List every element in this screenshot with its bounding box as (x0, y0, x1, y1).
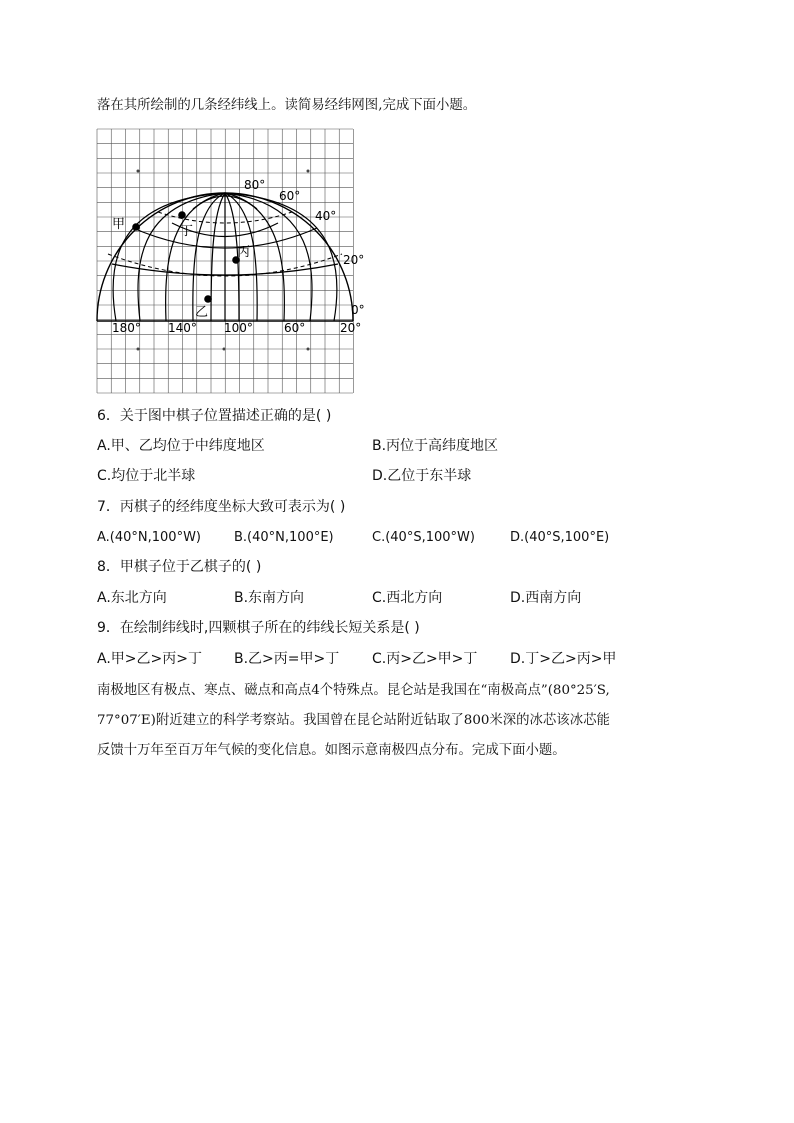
lon-label-100: 100° (224, 321, 253, 335)
lat-label-80: 80° (244, 178, 266, 192)
question-6-stem: 6．关于图中棋子位置描述正确的是( ) (97, 408, 332, 424)
lat-lon-grid-svg (96, 128, 365, 394)
meridians (113, 193, 337, 321)
q7-option-b[interactable]: B.(40°N,100°E) (234, 530, 334, 545)
lat-label-20: 20° (343, 253, 365, 267)
q9-option-d[interactable]: D.丁>乙>丙>甲 (510, 651, 617, 667)
piece-yi (204, 295, 212, 303)
piece-jia (132, 223, 140, 231)
meridian-100 (211, 193, 225, 321)
piece-label-ding: 丁 (180, 224, 194, 239)
lat-label-0: 0° (351, 303, 365, 317)
lon-label-20: 20° (340, 321, 362, 335)
q8-option-c[interactable]: C.西北方向 (372, 590, 443, 606)
q9-option-a[interactable]: A.甲>乙>丙>丁 (97, 651, 202, 667)
question-7-stem: 7．丙棋子的经纬度坐标大致可表示为( ) (97, 499, 346, 515)
piece-label-jia: 甲 (112, 217, 126, 232)
question-9-stem: 9．在绘制纬线时,四颗棋子所在的纬线长短关系是( ) (97, 620, 420, 636)
passage-line-1: 南极地区有极点、寒点、磁点和高点4个特殊点。昆仑站是我国在“南极高点”(80°25′S, (97, 683, 610, 698)
piece-label-yi: 乙 (195, 305, 209, 320)
q9-option-c[interactable]: C.丙>乙>甲>丁 (372, 651, 478, 667)
q7-option-d[interactable]: D.(40°S,100°E) (510, 530, 610, 545)
passage-line-3: 反馈十万年至百万年气候的变化信息。如图示意南极四点分布。完成下面小题。 (97, 743, 566, 758)
passage-line-2: 77°07′E)附近建立的科学考察站。我国曾在昆仑站附近钻取了800米深的冰芯该冰芯能 (97, 713, 610, 728)
lon-label-180: 180° (112, 321, 141, 335)
q9-option-b[interactable]: B.乙>丙=甲>丁 (234, 651, 340, 667)
q6-option-a[interactable]: A.甲、乙均位于中纬度地区 (97, 438, 265, 454)
q8-option-b[interactable]: B.东南方向 (234, 590, 305, 606)
q6-option-b[interactable]: B.丙位于高纬度地区 (372, 438, 499, 454)
question-8-stem: 8．甲棋子位于乙棋子的( ) (97, 559, 262, 575)
piece-label-bing: 丙 (237, 245, 251, 260)
q7-option-a[interactable]: A.(40°N,100°W) (97, 530, 202, 545)
q6-option-c[interactable]: C.均位于北半球 (97, 468, 196, 484)
q8-option-a[interactable]: A.东北方向 (97, 590, 167, 606)
piece-ding (178, 211, 186, 219)
lon-label-140: 140° (168, 321, 197, 335)
lat-lon-grid-figure (96, 128, 365, 394)
q7-option-c[interactable]: C.(40°S,100°W) (372, 530, 475, 545)
q8-option-d[interactable]: D.西南方向 (510, 590, 582, 606)
lon-label-60: 60° (284, 321, 306, 335)
lat-label-40: 40° (315, 209, 337, 223)
intro-text: 落在其所绘制的几条经纬线上。读简易经纬网图,完成下面小题。 (97, 98, 477, 113)
q6-option-d[interactable]: D.乙位于东半球 (372, 468, 472, 484)
lat-label-60: 60° (279, 189, 301, 203)
